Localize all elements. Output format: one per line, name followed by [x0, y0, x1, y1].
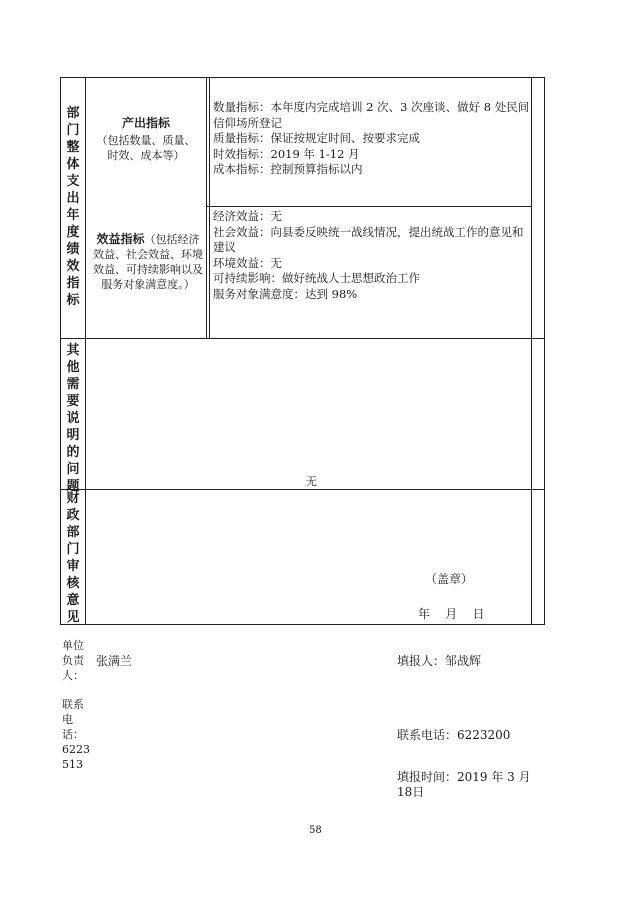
fill-time: 填报时间：2019 年 3 月 18日: [397, 770, 531, 799]
phone-value: 6223513: [62, 743, 90, 771]
col-divider-2: [206, 78, 207, 338]
phone-block: [62, 697, 90, 772]
output-line-1: 数量指标：本年度内完成培训 2 次、3 次座谈、做好 8 处民间信仰场所登记: [213, 100, 530, 130]
finance-seal: （盖章）: [425, 572, 474, 586]
other-row-label: 其他需要说明的问题: [66, 343, 80, 494]
contact-phone: 联系电话：6223200: [397, 728, 511, 742]
filler-name: 邹战辉: [445, 654, 482, 668]
benefit-indicator-content: [213, 209, 533, 302]
benefit-line-5: 服务对象满意度：达到 98%: [213, 286, 358, 301]
other-issues-value: 无: [306, 475, 317, 488]
finance-date: 年 月 日: [418, 607, 485, 621]
output-line-2: 质量指标：保证按规定时间、按要求完成: [213, 131, 420, 145]
col-divider-1: [85, 78, 86, 624]
output-indicator-title: 产出指标: [121, 116, 170, 130]
benefit-indicator-note: （包括经济效益、社会效益、环境效益、可持续影响以及服务对象满意度。）: [93, 233, 203, 291]
benefit-indicator-cell: [92, 232, 204, 292]
output-line-4: 成本指标：控制预算指标以内: [213, 162, 363, 176]
row-divider-2: [61, 338, 544, 339]
phone-label: 联系电话：: [62, 698, 84, 741]
benefit-indicator-text: [92, 232, 204, 292]
benefit-line-2: 社会效益：向县委反映统一战线情况，提出统战工作的意见和建议: [213, 224, 524, 254]
row-divider-1: [207, 206, 531, 207]
benefit-indicator-title: 效益指标: [96, 232, 145, 246]
finance-row-label: 财政部门审核意见: [66, 491, 80, 625]
output-line-3: 时效指标：2019 年 1-12 月: [213, 146, 360, 161]
performance-row-label: 部门整体支出年度绩效指标: [66, 106, 80, 308]
output-indicator-content: [213, 100, 533, 178]
filler-label-text: 填报人：: [397, 654, 446, 668]
col-divider-3: [209, 78, 210, 338]
benefit-line-1: 经济效益：无: [213, 209, 282, 223]
benefit-line-3: 环境效益：无: [213, 255, 282, 270]
benefit-line-4: 可持续影响：做好统战人士思想政治工作: [213, 271, 420, 285]
filler-label: [397, 654, 481, 669]
leader-label: 单位负责人：: [62, 639, 84, 682]
leader-name: 张满兰: [96, 654, 133, 668]
row-divider-3: [61, 489, 544, 490]
output-indicator-cell: [92, 116, 200, 163]
page-number: 58: [309, 825, 322, 836]
output-indicator-note: （包括数量、质量、时效、成本等）: [96, 134, 196, 162]
